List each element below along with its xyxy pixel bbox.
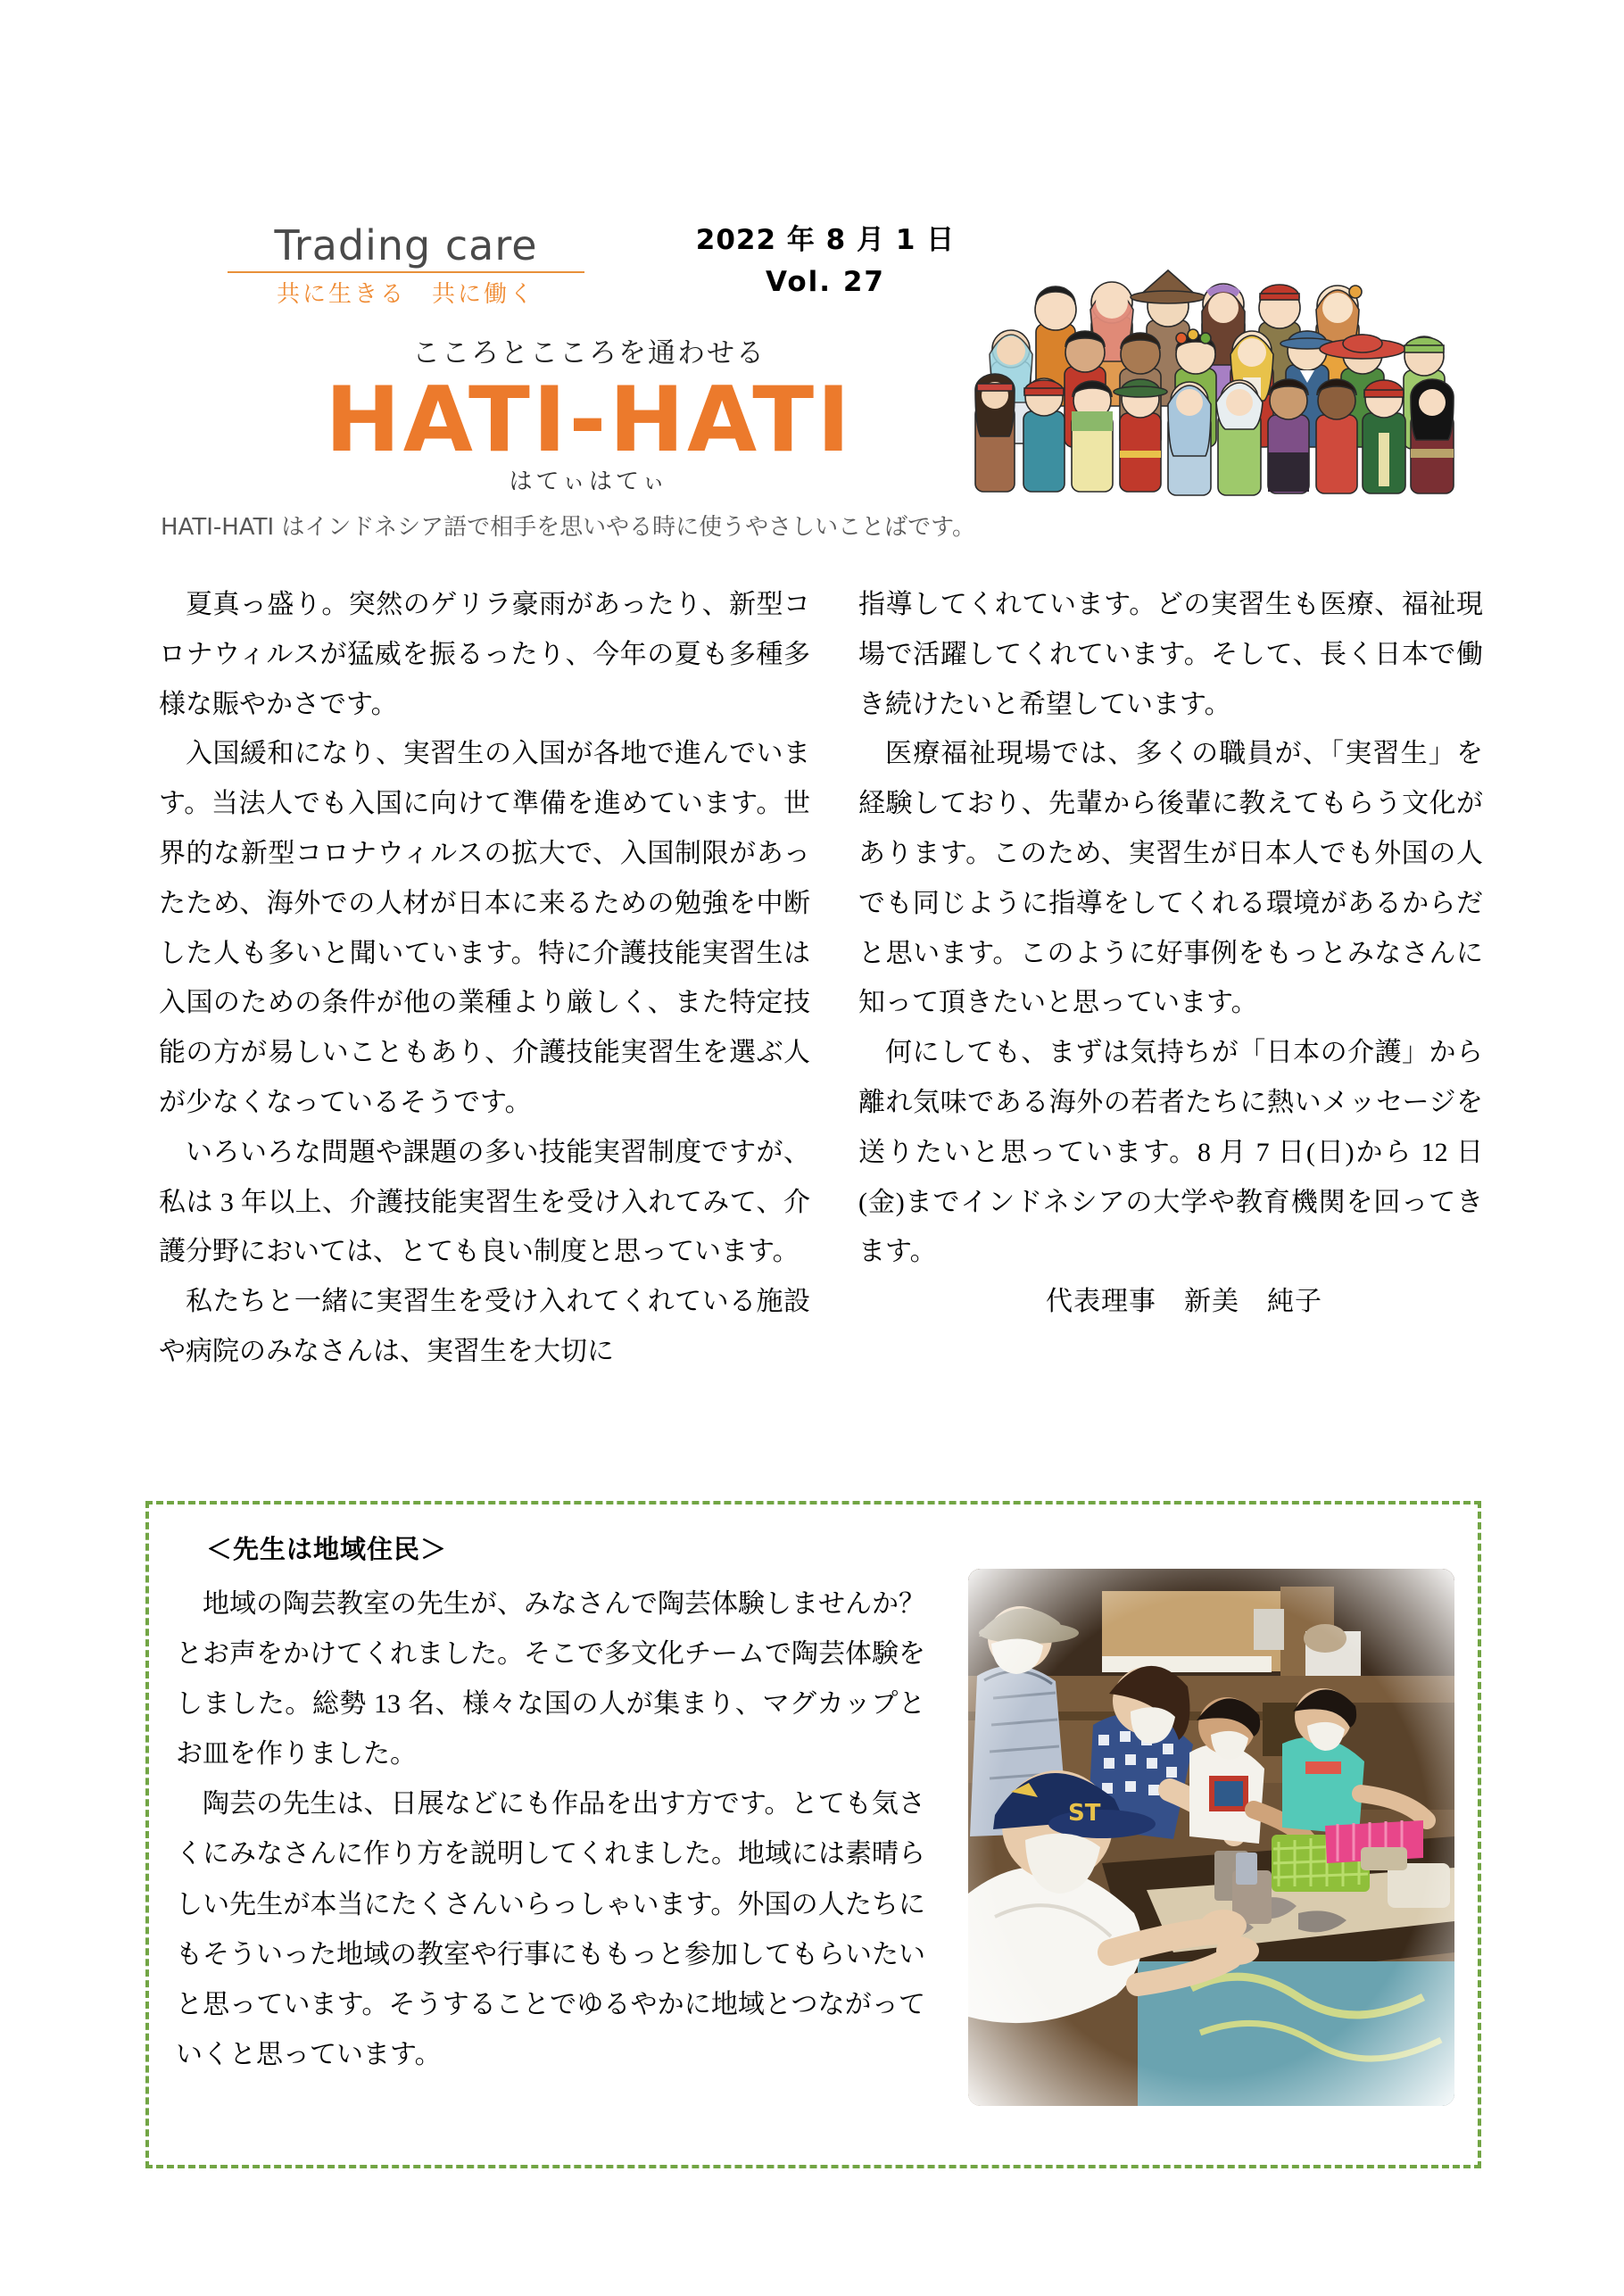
paragraph: 何にしても、まずは気持ちが「日本の介護」から離れ気味である海外の若者たちに熱いメッセージを送りたいと思っています。8 月 7 日(日)から 12 日(金)までインドネシアの大学や教育機関を回ってきます。 (858, 1038, 1483, 1267)
feature-story-box (145, 1501, 1481, 2168)
multicultural-people-illustration (959, 228, 1468, 513)
paragraph: 私たちと一緒に実習生を受け入れてくれている施設や病院のみなさんは、実習生を大切に (159, 1287, 810, 1366)
feature-heading: ＜先生は地域住民＞ (206, 1534, 448, 1564)
trading-care-logo (228, 221, 584, 309)
masthead-tagline: HATI-HATI はインドネシア語で相手を思いやる時に使うやさしいことばです。 (161, 514, 976, 541)
paragraph: 指導してくれています。どの実習生も医療、福祉現場で活躍してくれています。そして、長く日本で働き続けたいと希望しています。 (858, 590, 1483, 719)
pottery-workshop-photo (968, 1569, 1454, 2106)
masthead-kicker: こころとこころを通わせる (412, 337, 766, 369)
issue-date: 2022 年 8 月 1 日 (695, 224, 956, 256)
paragraph: 陶芸の先生は、日展などにも作品を出す方です。とても気さくにみなさんに作り方を説明してくれました。地域には素晴らしい先生が本当にたくさんいらっしゃいます。外国の人たちにもそういった地域の教室や行事にももっと参加してもらいたいと思っています。そうすることでゆるやかに地域とつながっていくと思っています。 (176, 1789, 925, 2069)
article-right-column (858, 580, 1483, 1327)
newsletter-header (0, 0, 1624, 571)
paragraph: 入国緩和になり、実習生の入国が各地で進んでいます。当法人でも入国に向けて準備を進めています。世界的な新型コロナウィルスの拡大で、入国制限があったため、海外での人材が日本に来るための勉強を中断した人も多いと聞いています。特に介護技能実習生は入国のための条件が他の業種より厳しく、また特定技能の方が易しいこともあり、介護技能実習生を選ぶ人が少なくなっているそうです。 (159, 739, 810, 1117)
people-group-icon (959, 228, 1468, 513)
feature-text (176, 1579, 925, 2080)
pottery-workshop-image (968, 1569, 1454, 2106)
paragraph: 地域の陶芸教室の先生が、みなさんで陶芸体験しませんか？とお声をかけてくれました。そこで多文化チームで陶芸体験をしました。総勢 13 名、様々な国の人が集まり、マグカップとお皿を作りました。 (176, 1589, 925, 1770)
logo-divider-rule (228, 271, 584, 273)
paragraph: いろいろな問題や課題の多い技能実習制度ですが、私は 3 年以上、介護技能実習生を受け入れてみて、介護分野においては、とても良い制度と思っています。 (159, 1137, 810, 1267)
masthead-title: HATI-HATI (325, 367, 853, 472)
issue-info (678, 217, 973, 298)
author-signature: 代表理事 新美 純子 (1046, 1287, 1322, 1317)
paragraph: 夏真っ盛り。突然のゲリラ豪雨があったり、新型コロナウィルスが猛威を振るったり、今年の夏も多種多様な賑やかさです。 (159, 590, 810, 719)
issue-volume: Vol. 27 (766, 266, 885, 298)
logo-tagline-text: 共に生きる 共に働く (276, 281, 535, 308)
logo-main-text: Trading care (274, 221, 538, 269)
masthead-title-block (232, 330, 946, 496)
article-left-column (159, 580, 810, 1377)
paragraph: 医療福祉現場では、多くの職員が、「実習生」を経験しており、先輩から後輩に教えてもらう文化があります。このため、実習生が日本人でも外国の人でも同じように指導をしてくれる環境があるからだと思います。このように好事例をもっとみなさんに知って頂きたいと思っています。 (858, 739, 1483, 1018)
masthead-reading: はてぃはてぃ (509, 468, 669, 496)
